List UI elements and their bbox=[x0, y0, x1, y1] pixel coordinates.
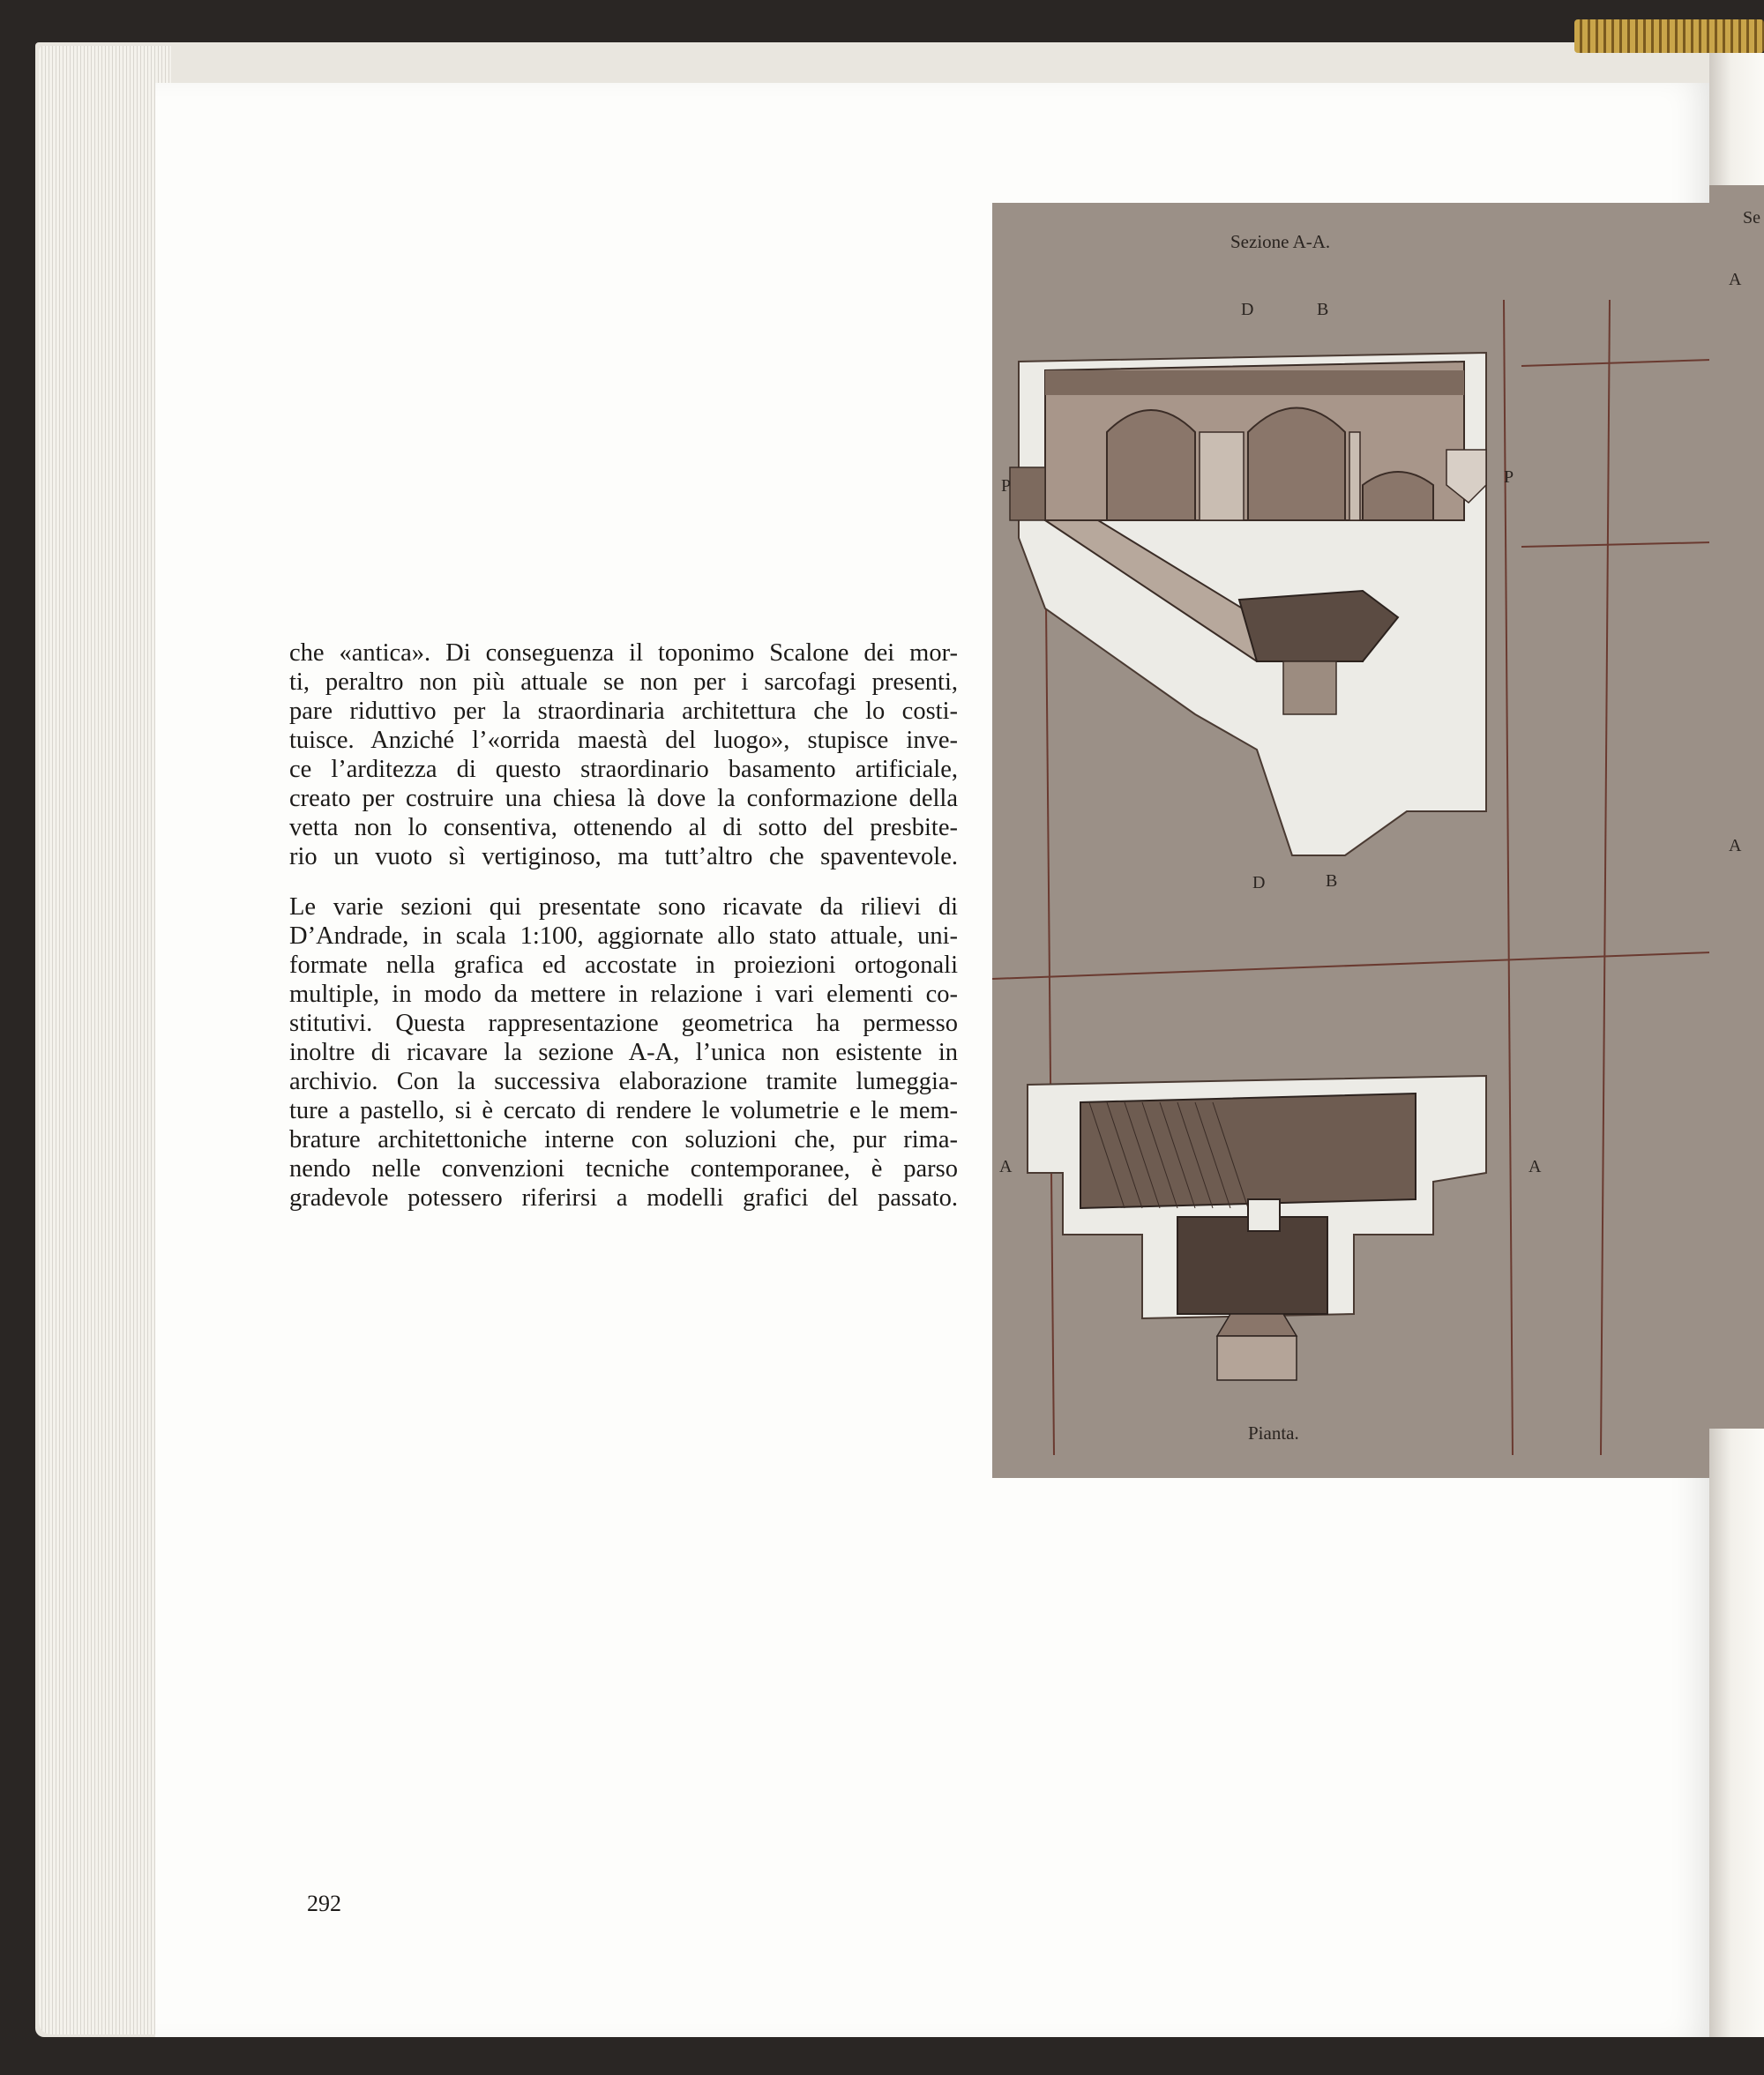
text-line: pare riduttivo per la straordinaria architettura che lo costi- bbox=[289, 698, 958, 725]
paragraph-1 bbox=[289, 638, 958, 871]
text-line: archivio. Con la successiva elaborazione tramite lumeggia- bbox=[289, 1068, 958, 1095]
plan-view bbox=[1028, 1076, 1486, 1380]
section-aa bbox=[1010, 353, 1486, 855]
text-line-last: gradevole potessero riferirsi a modelli grafici del passato. bbox=[289, 1184, 958, 1212]
marker-a-right: A bbox=[1529, 1157, 1542, 1176]
marker-d-mid: D bbox=[1252, 873, 1266, 892]
text-line: che «antica». Di conseguenza il toponimo Scalone dei mor- bbox=[289, 639, 958, 667]
right-marker-a-mid: A bbox=[1729, 836, 1742, 855]
text-line: multiple, in modo da mettere in relazione i vari elementi co- bbox=[289, 981, 958, 1008]
marker-d-top: D bbox=[1241, 300, 1254, 319]
paragraph-2 bbox=[289, 892, 958, 1213]
marker-p-left: P bbox=[1001, 476, 1012, 496]
drawing-canvas bbox=[992, 203, 1711, 1478]
text-line: stitutivi. Questa rappresentazione geometrica ha permesso bbox=[289, 1010, 958, 1037]
marker-b-mid: B bbox=[1326, 871, 1338, 891]
text-line: vetta non lo consentiva, ottenendo al di sotto del presbite- bbox=[289, 814, 958, 841]
text-line: creato per costruire una chiesa là dove la conformazione della bbox=[289, 785, 958, 812]
text-line: tuisce. Anziché l’«orrida maestà del luogo», stupisce inve- bbox=[289, 727, 958, 754]
text-line: formate nella grafica ed accostate in proiezioni ortogonali bbox=[289, 952, 958, 979]
right-marker-a-top: A bbox=[1729, 270, 1742, 289]
text-line: ti, peraltro non più attuale se non per i sarcofagi presenti, bbox=[289, 668, 958, 696]
right-page-figure-fragment bbox=[1709, 185, 1764, 1429]
plan-title: Pianta. bbox=[1248, 1422, 1299, 1444]
page-stack bbox=[39, 46, 171, 2034]
text-line: brature architettoniche interne con soluzioni che, pur rima- bbox=[289, 1126, 958, 1153]
text-line: nendo nelle convenzioni tecniche contemporanee, è parso bbox=[289, 1155, 958, 1183]
right-section-title-fragment: Se bbox=[1743, 208, 1760, 228]
page-number: 292 bbox=[307, 1891, 341, 1916]
text-line: Le varie sezioni qui presentate sono ricavate da rilievi di bbox=[289, 893, 958, 921]
marker-p-right: P bbox=[1504, 467, 1514, 487]
text-line: D’Andrade, in scala 1:100, aggiornate allo stato attuale, uni- bbox=[289, 922, 958, 950]
marker-a-left: A bbox=[999, 1157, 1013, 1176]
text-line: ture a pastello, si è cercato di rendere le volumetrie e le mem- bbox=[289, 1097, 958, 1124]
text-line: inoltre di ricavare la sezione A-A, l’unica non esistente in bbox=[289, 1039, 958, 1066]
text-line-last: rio un vuoto sì vertiginoso, ma tutt’altro che spaventevole. bbox=[289, 843, 958, 870]
architectural-drawing bbox=[992, 203, 1711, 1478]
text-line: ce l’arditezza di questo straordinario basamento artificiale, bbox=[289, 756, 958, 783]
section-title: Sezione A-A. bbox=[1230, 231, 1331, 252]
bookmark-ribbon bbox=[1574, 19, 1764, 53]
marker-b-top: B bbox=[1317, 300, 1329, 319]
